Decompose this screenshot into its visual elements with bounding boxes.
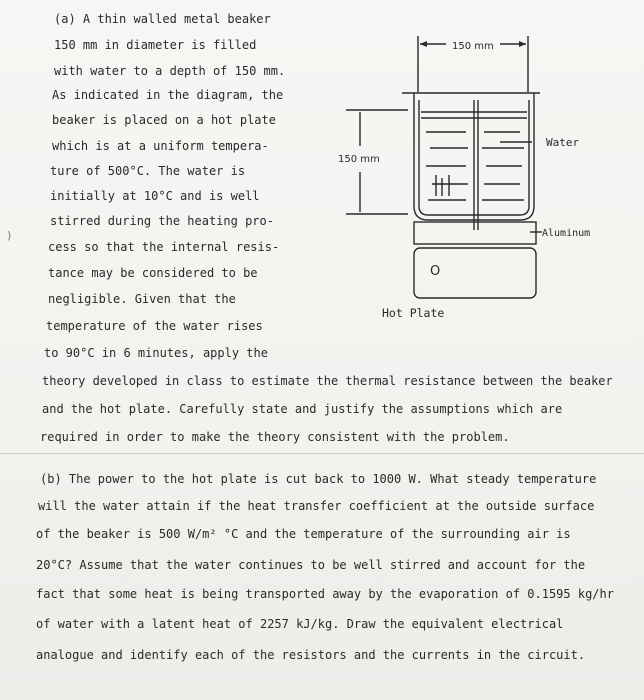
part-b-line: analogue and identify each of the resistors and the currents in the circuit.	[36, 648, 586, 662]
part-b-line: of the beaker is 500 W/m² °C and the temperature of the surrounding air is	[36, 527, 571, 541]
part-a-line: temperature of the water rises	[46, 319, 263, 333]
margin-mark: )	[6, 229, 13, 242]
aluminum-base	[414, 222, 536, 244]
part-a-line: tance may be considered to be	[48, 266, 258, 280]
part-a-line: theory developed in class to estimate the thermal resistance between the beaker	[42, 374, 613, 388]
part-a-line: As indicated in the diagram, the	[52, 88, 284, 102]
part-a-line: 150 mm in diameter is filled	[54, 38, 257, 52]
part-a-line: (a) A thin walled metal beaker	[54, 12, 271, 26]
part-a-line: which is at a uniform tempera-	[52, 139, 269, 153]
aluminum-label: Aluminum	[542, 228, 591, 239]
part-a-line: ture of 500°C. The water is	[50, 164, 246, 178]
depth-label: 150 mm	[338, 154, 380, 165]
part-b-line: (b) The power to the hot plate is cut back to 1000 W. What steady temperature	[40, 472, 597, 486]
part-b-line: of water with a latent heat of 2257 kJ/kg. Draw the equivalent electrical	[36, 617, 564, 631]
part-a-line: with water to a depth of 150 mm.	[54, 64, 286, 78]
diameter-label: 150 mm	[452, 41, 494, 52]
part-b-line: will the water attain if the heat transfer coefficient at the outside surface	[38, 499, 595, 513]
hot-plate-label: Hot Plate	[382, 306, 445, 320]
part-b-line: fact that some heat is being transported away by the evaporation of 0.1595 kg/hr	[36, 587, 614, 601]
hot-plate-dial-icon: O	[430, 264, 441, 279]
part-a-line: negligible. Given that the	[48, 292, 236, 306]
water-label: Water	[546, 136, 580, 149]
part-a-line: beaker is placed on a hot plate	[52, 113, 276, 127]
part-a-line: and the hot plate. Carefully state and justify the assumptions which are	[42, 402, 563, 416]
part-a-line: to 90°C in 6 minutes, apply the	[44, 346, 268, 360]
part-a-line: stirred during the heating pro-	[50, 214, 274, 228]
part-a-line: cess so that the internal resis-	[48, 240, 280, 254]
part-b-line: 20°C? Assume that the water continues to be well stirred and account for the	[36, 558, 586, 572]
part-a-line: required in order to make the theory consistent with the problem.	[40, 430, 510, 444]
part-a-line: initially at 10°C and is well	[50, 189, 260, 203]
